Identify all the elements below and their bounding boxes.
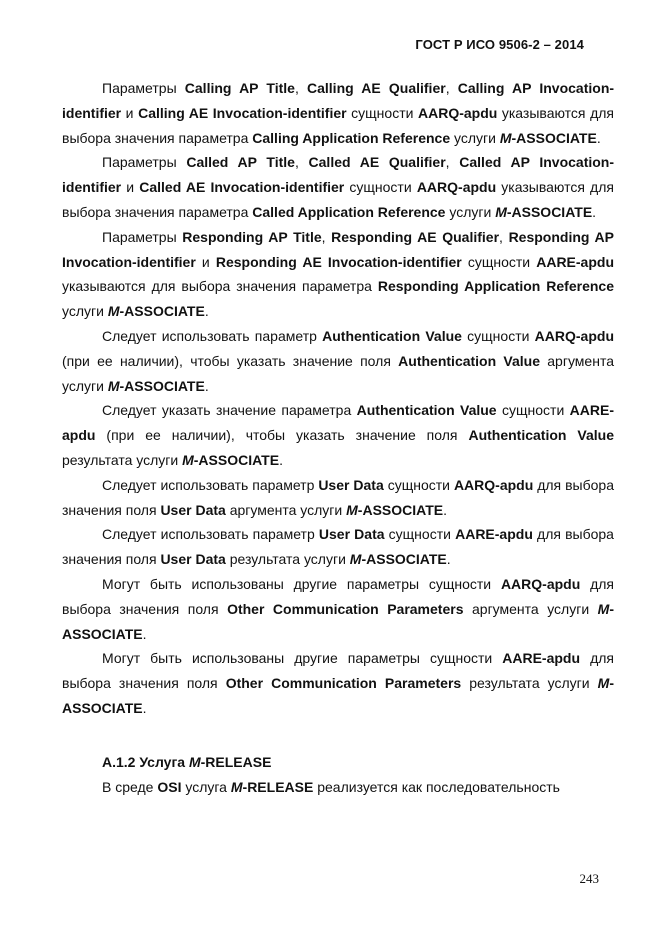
bold-term: -ASSOCIATE <box>506 203 593 220</box>
bold-term: Authentication Value <box>468 427 614 444</box>
bold-term: AARE-apdu <box>536 253 614 270</box>
bold-term: User Data <box>318 476 384 493</box>
bold-term: Called AP Invocation-identifier <box>62 154 615 196</box>
bold-term: M <box>597 600 610 617</box>
bold-term: -ASSOCIATE <box>511 129 597 146</box>
section-paragraph: В среде OSI услуга M-RELEASE реализуется как последовательность <box>102 778 560 795</box>
bold-term: Calling AP Title <box>184 80 295 96</box>
bold-term: AARQ-apdu <box>416 179 497 196</box>
bold-term: -ASSOCIATE <box>357 501 444 518</box>
bold-term: Called AP Title <box>186 154 295 171</box>
bold-term: Other Communication Parameters <box>227 600 464 617</box>
bold-term: Responding AP Invocation-identifier <box>62 228 615 270</box>
bold-term: AARE-apdu <box>455 526 533 543</box>
bold-term: Calling Application Reference <box>252 129 451 146</box>
paragraph: Параметры Responding AP Title, Responding AE Qualifier, Responding AP Invocation-identifier и Responding AE Invocation-identifier сущности AARE-apdu указываются для выбора значения параметра Responding Application Reference услуги M-ASSOCIATE. <box>62 228 615 320</box>
bold-term: Authentication Value <box>398 352 541 369</box>
bold-term: M <box>495 203 507 220</box>
bold-term: Called AE Qualifier <box>308 154 446 171</box>
bold-term: OSI <box>157 778 182 795</box>
paragraph: Следует использовать параметр User Data сущности AARQ-apdu для выбора значения поля User Data аргумента услуги M-ASSOCIATE. <box>62 476 614 518</box>
bold-term: Authentication Value <box>356 402 497 419</box>
bold-term: -ASSOCIATE <box>62 600 615 642</box>
paragraph: Следует использовать параметр User Data сущности AARE-apdu для выбора значения поля User Data результата услуги M-ASSOCIATE. <box>62 526 614 568</box>
bold-term: AARQ-apdu <box>500 575 581 592</box>
bold-term: M <box>230 778 243 795</box>
bold-term: -ASSOCIATE <box>119 303 205 320</box>
bold-term: -RELEASE <box>242 778 314 795</box>
bold-term: M <box>107 303 120 320</box>
paragraph-list <box>62 76 614 721</box>
bold-term: -ASSOCIATE <box>193 451 280 468</box>
bold-term: AARQ-apdu <box>534 327 614 344</box>
bold-term: M <box>597 675 610 692</box>
bold-term: User Data <box>160 501 226 518</box>
section-heading <box>62 750 614 775</box>
bold-term: M <box>182 451 194 468</box>
bold-term: M <box>349 551 362 568</box>
bold-term: -ASSOCIATE <box>119 377 205 394</box>
bold-term: AARQ-apdu <box>453 476 534 493</box>
bold-term: Called AE Invocation-identifier <box>139 179 345 196</box>
bold-term: Calling AP Invocation-identifier <box>62 80 615 121</box>
bold-term: Responding AP Title <box>182 228 322 245</box>
paragraph: Следует указать значение параметра Authentication Value сущности AARE-apdu (при ее наличии), чтобы указать значение поля Authentication Value результата услуги M-ASSOCIATE. <box>62 402 614 468</box>
paragraph: Параметры Called AP Title, Called AE Qualifier, Called AP Invocation-identifier и Called AE Invocation-identifier сущности AARQ-apdu указываются для выбора значения параметра Called Application Reference услуги M-ASSOCIATE. <box>62 154 615 220</box>
bold-term: User Data <box>160 551 226 568</box>
bold-term: -ASSOCIATE <box>62 675 614 716</box>
bold-term: Called Application Reference <box>252 203 446 220</box>
bold-term: AARE-apdu <box>502 650 581 667</box>
bold-term: Other Communication Parameters <box>225 675 462 692</box>
bold-term: M <box>499 129 512 146</box>
bold-term: User Data <box>318 526 385 543</box>
bold-term: Calling AE Qualifier <box>307 80 446 96</box>
paragraph: Следует использовать параметр Authentication Value сущности AARQ-apdu (при ее наличии), чтобы указать значение поля Authentication Value аргумента услуги M-ASSOCIATE. <box>62 327 614 394</box>
bold-term: M <box>188 753 201 770</box>
bold-term: AARE-apdu <box>62 402 614 444</box>
bold-term: Responding AE Qualifier <box>331 228 500 245</box>
bold-term: А.1.2 Услуга <box>102 753 189 770</box>
bold-term: Responding AE Invocation-identifier <box>215 253 462 270</box>
bold-term: -ASSOCIATE <box>361 551 447 568</box>
bold-term: AARQ-apdu <box>417 104 498 121</box>
bold-term: M <box>107 377 120 394</box>
paragraph: Могут быть использованы другие параметры сущности AARQ-apdu для выбора значения поля Other Communication Parameters аргумента услуги M-ASSOCIATE. <box>62 575 615 642</box>
bold-term: -RELEASE <box>200 753 272 770</box>
bold-term: Responding Application Reference <box>377 278 614 295</box>
bold-term: Calling AE Invocation-identifier <box>138 104 347 121</box>
document-body <box>62 76 614 799</box>
bold-term: M <box>346 501 358 518</box>
page-number: 243 <box>579 871 599 886</box>
document-header: ГОСТ Р ИСО 9506-2 – 2014 <box>415 37 584 52</box>
paragraph: Могут быть использованы другие параметры сущности AARE-apdu для выбора значения поля Other Communication Parameters результата услуги M-ASSOCIATE. <box>62 650 614 716</box>
paragraph: Параметры Calling AP Title, Calling AE Qualifier, Calling AP Invocation-identifier и Calling AE Invocation-identifier сущности AARQ-apdu указываются для выбора значения параметра Calling Application Reference услуги M-ASSOCIATE. <box>62 80 615 146</box>
bold-term: Authentication Value <box>322 327 462 344</box>
